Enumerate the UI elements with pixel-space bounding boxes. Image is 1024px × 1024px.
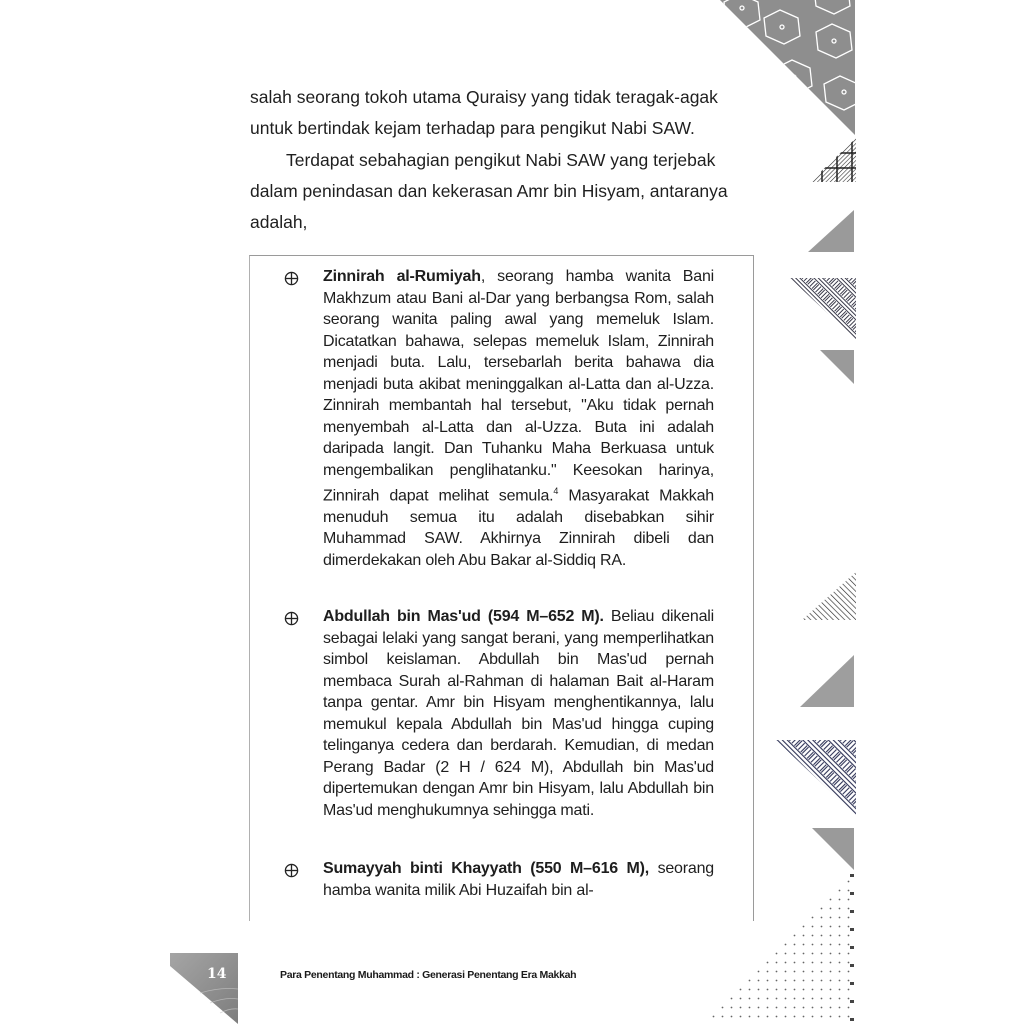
- running-footer-title: Para Penentang Muhammad : Generasi Penentang Era Makkah: [280, 969, 577, 981]
- list-item: [284, 858, 714, 901]
- gray-triangle-decoration: [820, 350, 856, 384]
- list-item-text: [323, 266, 714, 571]
- hatched-triangle-decoration: [802, 572, 856, 620]
- woven-triangle-decoration: [776, 740, 856, 816]
- body-paragraph: salah seorang tokoh utama Quraisy yang tidak teragak-agak untuk bertindak kejam terhadap para pengikut Nabi SAW.: [250, 87, 718, 138]
- gray-triangle-decoration: [808, 210, 856, 252]
- gray-triangle-decoration: [812, 828, 856, 870]
- circle-plus-icon: [284, 271, 299, 286]
- figure-name: Sumayyah binti Khayyath (550 M–616 M),: [323, 860, 650, 877]
- figure-name: Abdullah bin Mas'ud (594 M–652 M).: [323, 608, 604, 625]
- figure-description: Masyarakat Makkah menuduh semua itu adalah disebabkan sihir Muhammad SAW. Akhirnya Zinnirah dibeli dan dimerdekakan oleh Abu Bakar al-Siddiq RA.: [323, 487, 714, 569]
- page-number-tab: [170, 953, 238, 1024]
- gray-triangle-decoration: [800, 655, 856, 707]
- hatched-triangle-decoration: [810, 138, 856, 182]
- woven-triangle-decoration: [790, 278, 856, 340]
- figure-description: , seorang hamba wanita Bani Makhzum atau Bani al-Dar yang berbangsa Rom, salah seorang wanita paling awal yang memeluk Islam. Dicatatkan bahawa, selepas memeluk Islam, Zinnirah menjadi buta. Lalu, tersebarlah berita bahawa dia menjadi buta akibat meninggalkan al-Latta dan al-Uzza. Zinnirah membantah hal tersebut, "Aku tidak pernah menyembah al-Latta dan al-Uzza. Buta ini adalah daripada langit. Dan Tuhanku Maha Berkuasa untuk mengembalikan penglihatanku." Keesokan harinya, Zinnirah dapat melihat semula.: [323, 268, 715, 505]
- figure-name: Zinnirah al-Rumiyah: [323, 268, 481, 285]
- list-item: [284, 606, 714, 821]
- figure-description: Beliau dikenali sebagai lelaki yang sangat berani, yang memperlihatkan simbol keislaman. Abdullah bin Mas'ud pernah membaca Surah al-Rahman di halaman Bait al-Haram tanpa gentar. Amr bin Hisyam menghentikannya, lalu memukul kepala Abdullah bin Mas'ud hingga cuping telinganya cedera dan berdarah. Kemudian, di medan Perang Badar (2 H / 624 M), Abdullah bin Mas'ud dipertemukan dengan Amr bin Hisyam, lalu Abdullah bin Mas'ud menghukumnya sehingga mati.: [323, 608, 714, 819]
- body-paragraph: Terdapat sebahagian pengikut Nabi SAW yang terjebak dalam penindasan dan kekerasan Amr bin Hisyam, antaranya adalah,: [250, 150, 728, 232]
- footnote-marker[interactable]: 4: [553, 486, 559, 496]
- circle-plus-icon: [284, 863, 299, 878]
- list-item: [284, 266, 714, 571]
- page-number: 14: [207, 966, 227, 982]
- figure-description: seorang hamba wanita milik Abi Huzaifah bin al-: [323, 860, 714, 899]
- figure-list-box: [249, 255, 754, 921]
- list-item-text: [323, 858, 714, 901]
- circle-plus-icon: [284, 611, 299, 626]
- list-item-text: [323, 606, 714, 821]
